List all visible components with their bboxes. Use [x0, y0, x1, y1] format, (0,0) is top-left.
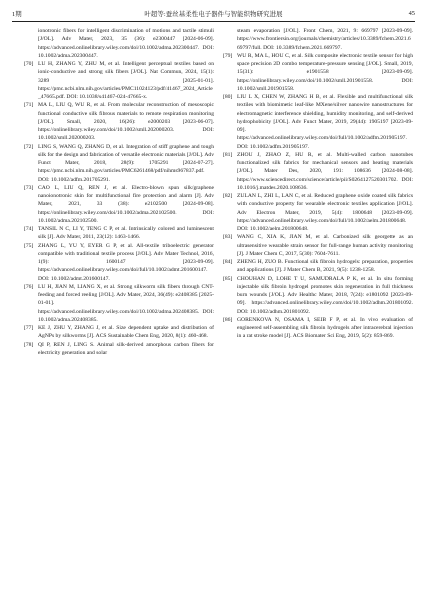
reference-entry	[223, 275, 413, 316]
reference-entry	[223, 258, 413, 275]
running-header	[12, 6, 415, 20]
reference-entry	[24, 341, 214, 358]
reference-number: [74]	[24, 226, 34, 232]
reference-text: ZHOU J, ZHAO Z, HU R, et al. Multi-walled carbon nanotubes functionalized silk fabrics for mechanical sensors and heating materials [J/OL]. Mater Des, 2020, 191: 108636 [2024-08-08]. https://www.sciencedirect.com/science/article/pii/S0264127520301702. DOI: 10.1016/j.matdes.2020.108636.	[237, 151, 413, 191]
reference-text: KE J, ZHU Y, ZHANG J, et al. Size dependent uptake and distribution of AgNPs by silkworms [J]. ACS Sustainable Chem Eng, 2020, 8(1): 460-468.	[38, 325, 214, 340]
reference-text: LIU L X, CHEN W, ZHANG H B, et al. Flexible and multifunctional silk textiles with biomimetic leaf-like MXene/silver nanowire nanostructures for electromagnetic interference shielding, humidity monitoring, and self-derived hydrophobicity [J/OL]. Adv Funct Mater, 2019, 29(44): 1905197 [2023-09-09]. https://advanced.onlinelibrary.wiley.com/doi/full/10.1002/adfm.201905197. DOI: 10.1002/adfm.201905197.	[237, 94, 413, 150]
page-number: 45	[408, 9, 415, 17]
reference-text: LING S, WANG Q, ZHANG D, et al. Integration of stiff graphene and tough silk for the design and fabrication of versatile electronic materials [J/OL]. Adv Funct Mater, 2018, 28(9): 1705291 [2024-07-27]. https://pmc.ncbi.nlm.nih.gov/articles/PMC6261468/pdf/nihms967837.pdf. DOI: 10.1002/adfm.201705291.	[38, 143, 214, 183]
reference-number: [75]	[24, 242, 34, 249]
reference-number: [81]	[223, 151, 233, 158]
reference-text: steam evaporation [J/OL]. Front Chem, 2021, 9: 669797 [2023-09-09]. https://www.frontiersin.org/journals/chemistry/articles/10.3389/fchem.2021.669797/full. DOI: 10.3389/fchem.2021.669797.	[237, 28, 413, 51]
reference-number: [83]	[223, 234, 233, 241]
reference-text: LU H, JIAN M, LIANG X, et al. Strong silkworm silk fibers through CNT-feeding and forced reeling [J/OL]. Adv Mater, 2024, 36(49): e2408385 [2025-01-01]. https://advanced.onlinelibrary.wiley.com/doi/10.1002/adma.202408385. DOI: 10.1002/adma.202408385.	[38, 283, 214, 323]
reference-entry	[24, 101, 214, 142]
reference-entry	[24, 324, 214, 341]
reference-number: [78]	[24, 341, 34, 348]
reference-text: ZHENG H, ZUO B. Functional silk fibroin hydrogels: preparation, properties and applications [J]. J Mater Chem B, 2021, 9(5): 1238-1258.	[237, 259, 413, 274]
reference-text: ZULAN L, ZHI L, LAN C, et al. Reduced graphene oxide coated silk fabrics with conductive property for wearable electronic textiles application [J/OL]. Adv Electron Mater, 2019, 5(4): 1800648 [2023-09-09]. https://advanced.onlinelibrary.wiley.com/doi/full/10.1002/aelm.201800648. DOI: 10.1002/aelm.201800648.	[237, 193, 413, 232]
reference-number: [84]	[223, 259, 233, 265]
reference-entry	[24, 27, 214, 60]
reference-number: [85]	[223, 275, 233, 282]
reference-text: MA L, LIU Q, WU R, et al. From molecular reconstruction of mesoscopic functional conductive silk fibrous materials to remote respiration monitoring [J/OL]. Small, 2020, 16(26): e2000203 [2023-06-07]. https://onlinelibrary.wiley.com/doi/10.1002/smll.202000203. DOI: 10.1002/smll.202000203.	[38, 102, 214, 142]
reference-entry	[223, 233, 413, 258]
reference-entry	[223, 27, 413, 52]
reference-entry	[223, 52, 413, 93]
reference-column-left	[24, 27, 214, 357]
reference-number: [86]	[223, 316, 233, 323]
reference-text: TANSIL N C, LI Y, TENG C P, et al. Intrinsically colored and luminescent silk [J]. Adv Mater, 2011, 23(12): 1463-1466.	[38, 226, 214, 241]
reference-entry	[24, 242, 214, 283]
reference-number: [71]	[24, 102, 34, 109]
reference-text: WU R, MA L, HOU C, et al. Silk composite electronic textile sensor for high space precision 2D combo temperature-pressure sensing [J/OL]. Small, 2019, 15(31): e1901558 [2023-09-09]. https://onlinelibrary.wiley.com/doi/10.1002/smll.201901558. DOI: 10.1002/smll.201901558.	[237, 52, 413, 92]
reference-entry	[24, 225, 214, 242]
reference-entry	[223, 93, 413, 151]
reference-text: WANG C, XIA K, JIAN M, et al. Carbonized silk georgette as an ultrasensitive wearable strain sensor for full-range human activity monitoring [J]. J Mater Chem C, 2017, 5(30): 7604-7611.	[237, 234, 413, 257]
reference-number: [76]	[24, 283, 34, 290]
reference-text: LU H, ZHANG Y, ZHU M, et al. Intelligent perceptual textiles based on ionic-conductive and strong silk fibers [J/OL]. Nat Commun, 2024, 15(1): 3289 [2025-01-01]. https://pmc.ncbi.nlm.nih.gov/articles/PMC11024123/pdf/41467_2024_Article_47665.pdf. DOI: 10.1038/s41467-024-47665-x.	[38, 61, 214, 100]
reference-entry	[223, 151, 413, 192]
reference-text: CHOUHAN D, LOHE T U, SAMUDRALA P K, et al. In situ forming injectable silk fibroin hydrogel promotes skin regeneration in full thickness burn wounds [J/OL]. Adv Healthc Mater, 2018, 7(24): e1801092 [2023-09-09]. https://advanced.onlinelibrary.wiley.com/doi/10.1002/adhm.201801092. DOI: 10.1002/adhm.201801092.	[237, 275, 413, 315]
reference-number: [82]	[223, 193, 233, 199]
reference-column-right	[223, 27, 413, 341]
reference-entry	[24, 143, 214, 184]
reference-text: ZHANG L, YU Y, EYER G P, et al. All-textile triboelectric generator compatible with traditional textile process [J/OL]. Adv Mater Technol, 2016, 1(9): 1600147 [2023-09-09]. https://advanced.onlinelibrary.wiley.com/doi/full/10.1002/admt.201600147. DOI: 10.1002/admt.201600147.	[38, 242, 214, 282]
reference-number: [72]	[24, 143, 34, 150]
reference-entry	[223, 316, 413, 341]
reference-number: [70]	[24, 61, 34, 67]
reference-text: ionotronic fibers for intelligent discrimination of motions and tactile stimuli [J/OL]. Adv Mater, 2023, 35 (36): e2300447 [2024-06-09]. https://advanced.onlinelibrary.wiley.com/doi/10.1002/adma.202300447. DOI: 10.1002/adma.202300447.	[38, 28, 214, 59]
issue-label: 1期	[12, 10, 22, 18]
reference-entry	[24, 283, 214, 324]
reference-entry	[223, 192, 413, 233]
reference-entry	[24, 60, 214, 101]
reference-text: QI P, REN J, LING S. Animal silk-derived amorphous carbon fibers for electricity generation and solar	[38, 341, 214, 356]
reference-number: [73]	[24, 184, 34, 191]
reference-text: CAO L, LIU Q, REN J, et al. Electro-blown spun silk/graphene nanoionotronic skin for multifunctional fire protection and alarm [J]. Adv Mater, 2021, 33 (38): e2102500 [2024-09-08]. https://onlinelibrary.wiley.com/doi/10.1002/adma.202102500. DOI: 10.1002/adma.202102500.	[38, 184, 214, 224]
reference-text: GORENKOVA N, OSAMA I, SEIB F P, et al. In vivo evaluation of engineered self-assembling silk fibroin hydrogels after intracerebral injection in a rat stroke model [J]. ACS Biomater Sci Eng, 2019, 5(2): 859-869.	[237, 316, 413, 340]
reference-number: [80]	[223, 94, 233, 100]
running-title: 叶超等:蚕丝基柔性电子器件与智能织物研究进展	[144, 10, 283, 18]
header-rule	[12, 21, 415, 22]
reference-number: [79]	[223, 52, 233, 59]
reference-number: [77]	[24, 325, 34, 331]
reference-entry	[24, 184, 214, 225]
